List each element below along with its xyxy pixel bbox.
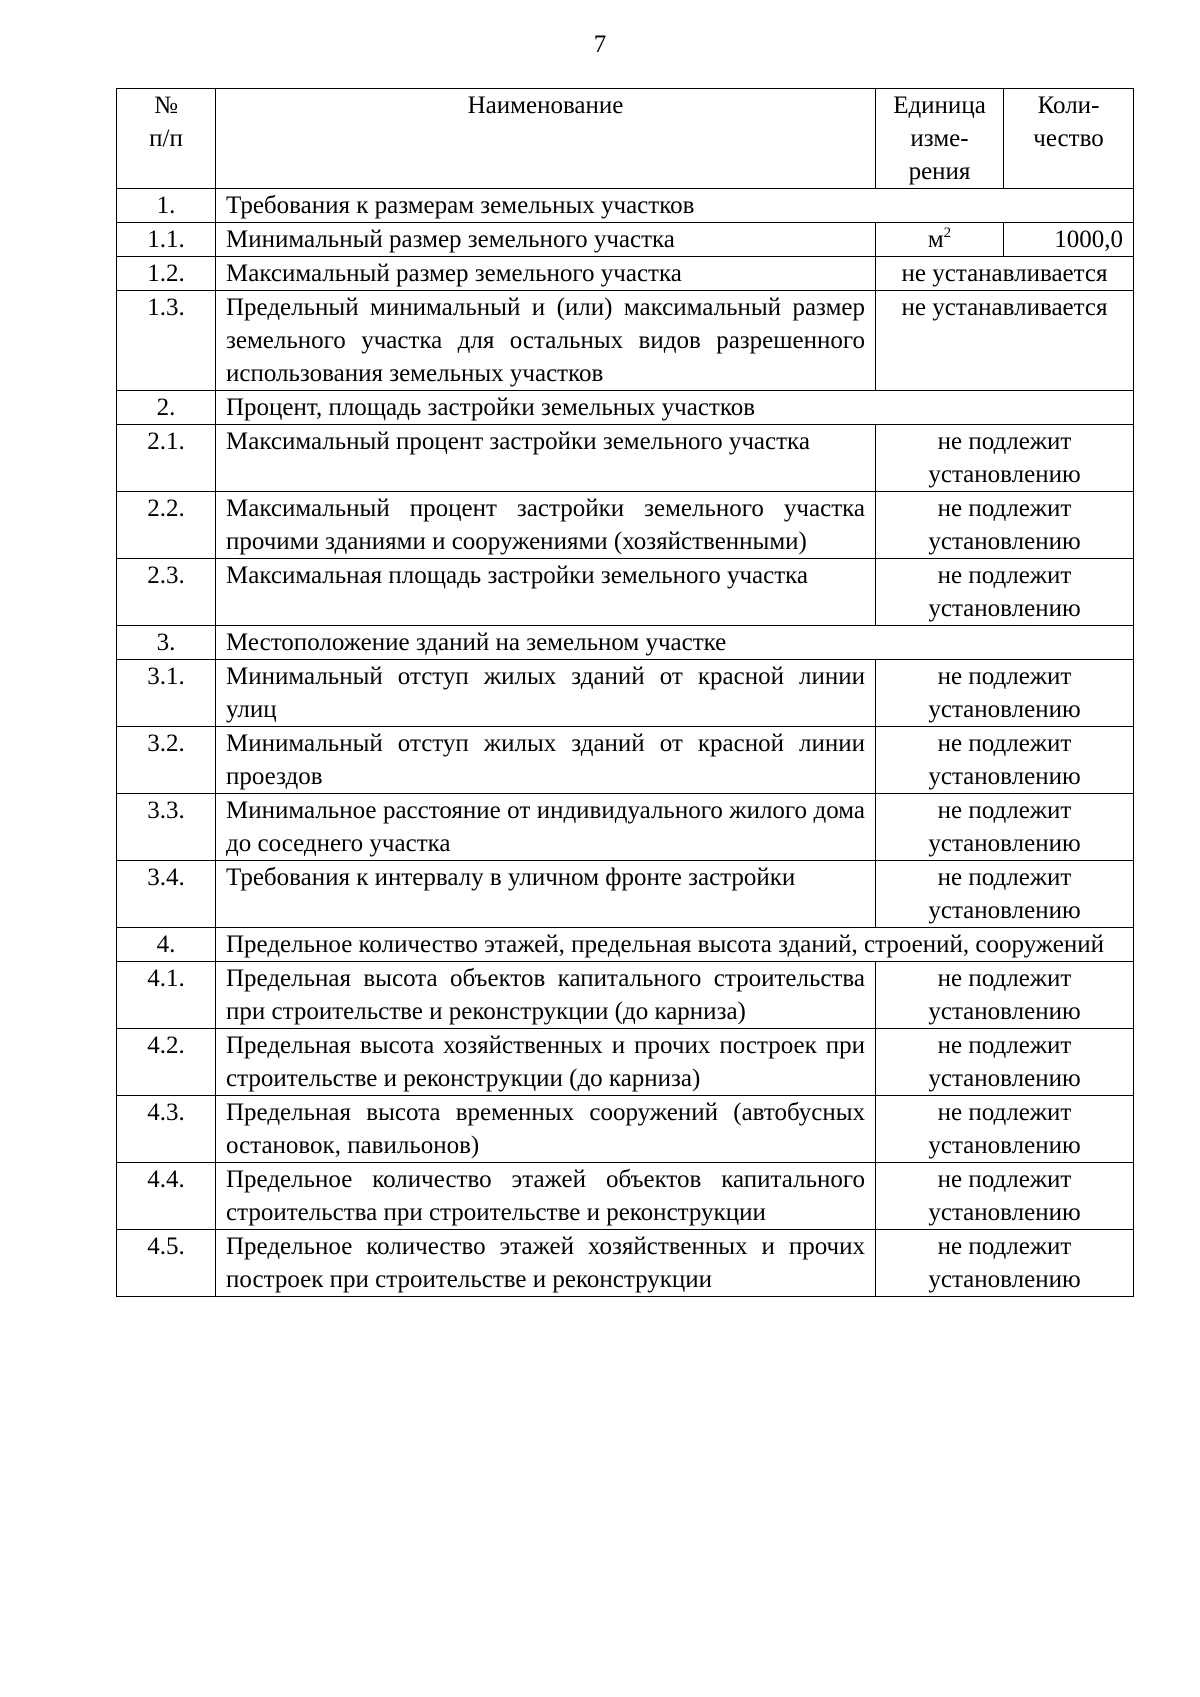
table-row-section	[117, 391, 1134, 425]
row-value: не подлежит установлению	[876, 1096, 1134, 1163]
table-row	[117, 962, 1134, 1029]
table-row	[117, 223, 1134, 257]
row-unit: $м^2$	[876, 223, 1004, 257]
table-header-row	[117, 89, 1134, 189]
row-number: 1.3.	[117, 291, 216, 391]
table-row	[117, 291, 1134, 391]
row-value: не подлежит установлению	[876, 1163, 1134, 1230]
row-name: Минимальное расстояние от индивидуального жилого дома до соседнего участка	[216, 794, 876, 861]
row-name: Максимальный процент застройки земельного участка	[216, 425, 876, 492]
row-number: 1.1.	[117, 223, 216, 257]
row-number: 4.	[117, 928, 216, 962]
row-number: 1.	[117, 189, 216, 223]
table-row	[117, 1163, 1134, 1230]
row-value: не подлежит установлению	[876, 794, 1134, 861]
row-number: 2.3.	[117, 559, 216, 626]
row-number: 3.1.	[117, 660, 216, 727]
table-row	[117, 492, 1134, 559]
row-name: Предельная высота объектов капитального строительства при строительстве и реконструкции (до карниза)	[216, 962, 876, 1029]
row-number: 2.	[117, 391, 216, 425]
row-name: Предельное количество этажей хозяйственных и прочих построек при строительстве и реконструкции	[216, 1230, 876, 1297]
table-row-section	[117, 189, 1134, 223]
row-name: Минимальный размер земельного участка	[216, 223, 876, 257]
header-unit: Единица изме- рения	[876, 89, 1004, 189]
row-number: 1.2.	[117, 257, 216, 291]
row-value: не подлежит установлению	[876, 1230, 1134, 1297]
row-name: Требования к интервалу в уличном фронте застройки	[216, 861, 876, 928]
page-number: 7	[593, 31, 607, 58]
section-title: Требования к размерам земельных участков	[216, 189, 1134, 223]
table-row-section	[117, 626, 1134, 660]
row-name: Минимальный отступ жилых зданий от красной линии улиц	[216, 660, 876, 727]
header-number: № п/п	[117, 89, 216, 189]
row-value: не подлежит установлению	[876, 559, 1134, 626]
row-name: Предельное количество этажей объектов капитального строительства при строительстве и реконструкции	[216, 1163, 876, 1230]
table-row	[117, 1230, 1134, 1297]
row-value: не подлежит установлению	[876, 861, 1134, 928]
row-name: Предельный минимальный и (или) максимальный размер земельного участка для остальных видов разрешенного использования земельных участков	[216, 291, 876, 391]
table-row-section	[117, 928, 1134, 962]
table-row	[117, 425, 1134, 492]
header-name: Наименование	[216, 89, 876, 189]
regulations-table	[116, 88, 1134, 1297]
row-value: не подлежит установлению	[876, 962, 1134, 1029]
row-value: не подлежит установлению	[876, 1029, 1134, 1096]
row-value: не подлежит установлению	[876, 425, 1134, 492]
table-row	[117, 660, 1134, 727]
row-number: 2.1.	[117, 425, 216, 492]
section-title: Предельное количество этажей, предельная высота зданий, строений, сооружений	[216, 928, 1134, 962]
row-number: 4.5.	[117, 1230, 216, 1297]
row-number: 4.3.	[117, 1096, 216, 1163]
row-name: Минимальный отступ жилых зданий от красной линии проездов	[216, 727, 876, 794]
section-title: Процент, площадь застройки земельных участков	[216, 391, 1134, 425]
row-number: 3.3.	[117, 794, 216, 861]
row-name: Предельная высота временных сооружений (автобусных остановок, павильонов)	[216, 1096, 876, 1163]
row-name: Максимальный размер земельного участка	[216, 257, 876, 291]
row-number: 2.2.	[117, 492, 216, 559]
table-row	[117, 257, 1134, 291]
row-number: 3.	[117, 626, 216, 660]
row-value: не подлежит установлению	[876, 492, 1134, 559]
table-row	[117, 1029, 1134, 1096]
row-number: 4.1.	[117, 962, 216, 1029]
row-number: 4.2.	[117, 1029, 216, 1096]
table-row	[117, 861, 1134, 928]
table-row	[117, 559, 1134, 626]
row-value: не устанавливается	[876, 257, 1134, 291]
row-name: Максимальный процент застройки земельного участка прочими зданиями и сооружениями (хозяйственными)	[216, 492, 876, 559]
row-number: 3.4.	[117, 861, 216, 928]
table-row	[117, 794, 1134, 861]
row-value: не подлежит установлению	[876, 727, 1134, 794]
row-quantity: 1000,0	[1004, 223, 1134, 257]
row-value: не подлежит установлению	[876, 660, 1134, 727]
row-number: 4.4.	[117, 1163, 216, 1230]
row-number: 3.2.	[117, 727, 216, 794]
row-name: Предельная высота хозяйственных и прочих построек при строительстве и реконструкции (до карниза)	[216, 1029, 876, 1096]
row-value: не устанавливается	[876, 291, 1134, 391]
section-title: Местоположение зданий на земельном участке	[216, 626, 1134, 660]
row-name: Максимальная площадь застройки земельного участка	[216, 559, 876, 626]
header-quantity: Коли- чество	[1004, 89, 1134, 189]
table-row	[117, 727, 1134, 794]
table-row	[117, 1096, 1134, 1163]
